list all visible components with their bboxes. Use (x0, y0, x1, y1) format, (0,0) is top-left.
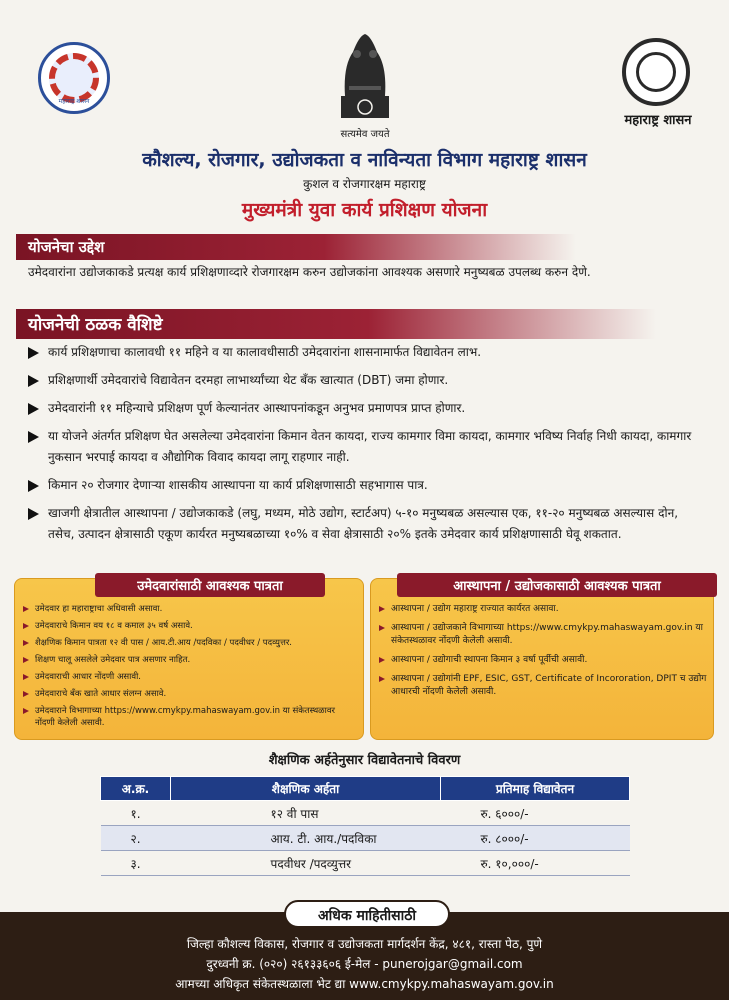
arrow-icon (23, 640, 29, 646)
footer-heading: अधिक माहितीसाठी (284, 900, 450, 928)
eligibility-item: उमेदवाराने विभागाच्या https://www.cmykpy.mahaswayam.gov.in या संकेतस्थळावर नोंदणी केलेली असावी. (23, 705, 357, 729)
candidate-eligibility-list (23, 603, 357, 734)
stipend-cell: रु. १०,०००/- (441, 851, 630, 876)
arrow-icon (379, 625, 385, 631)
arrow-icon (23, 623, 29, 629)
table-row (101, 826, 630, 851)
left-logo-caption: महाराष्ट्र शासन (58, 98, 90, 105)
seal-caption: महाराष्ट्र शासन (624, 113, 692, 128)
qualification-cell: पदवीधर /पदव्युत्तर (171, 851, 441, 876)
maharashtra-seal-icon (622, 38, 690, 106)
candidate-eligibility-box (14, 578, 364, 740)
eligibility-item: उमेदवार हा महाराष्ट्राचा अधिवासी असावा. (23, 603, 357, 615)
stipend-cell: रु. ६०००/- (441, 801, 630, 826)
arrow-icon (23, 708, 29, 714)
eligibility-item: उमेदवाराचे बँक खाते आधार संलग्न असावे. (23, 688, 357, 700)
table-row (101, 851, 630, 876)
features-list (26, 342, 706, 552)
establishment-eligibility-list (379, 603, 707, 705)
qualification-cell: १२ वी पास (171, 801, 441, 826)
stipend-table-title: शैक्षणिक अर्हतेनुसार विद्यावेतनाचे विवरण (268, 753, 461, 768)
skill-department-logo (38, 42, 110, 114)
column-header-serial: अ.क्र. (101, 777, 171, 801)
footer-contact: दुरध्वनी क्र. (०२०) २६१३३६०६ ई-मेल - punerojgar@gmail.com (206, 957, 523, 971)
feature-item: प्रशिक्षणार्थी उमेदवारांचे विद्यावेतन दरमहा लाभार्थ्यांच्या थेट बँक खात्यात (DBT) जमा होणार. (26, 370, 706, 391)
eligibility-item: शैक्षणिक किमान पात्रता १२ वी पास / आय.टी.आय /पदविका / पदवीधर / पदव्युत्तर. (23, 637, 357, 649)
eligibility-item: आस्थापना / उद्योगांनी EPF, ESIC, GST, Certificate of Incororation, DPIT च उद्योग आधारची नोंदणी केलेली असावी. (379, 673, 707, 699)
footer-website: आमच्या अधिकृत संकेतस्थळाला भेट द्या www.cmykpy.mahaswayam.gov.in (175, 977, 554, 991)
national-emblem-icon (331, 26, 399, 122)
objective-text: उमेदवारांना उद्योजकाकडे प्रत्यक्ष कार्य प्रशिक्षणाव्दारे रोजगारक्षम करुन उद्योजकांना आवश्यक असणारे मनुष्यबळ उपलब्ध करुन देणे. (28, 265, 591, 279)
column-header-stipend: प्रतिमाह विद्यावेतन (441, 777, 630, 801)
qualification-cell: आय. टी. आय./पदविका (171, 826, 441, 851)
eligibility-item: शिक्षण चालू असलेले उमेदवार पात्र असणार नाहित. (23, 654, 357, 666)
arrow-icon (28, 508, 39, 520)
emblem-caption: सत्यमेव जयते (340, 129, 390, 140)
department-title: कौशल्य, रोजगार, उद्योजकता व नाविन्यता विभाग महाराष्ट्र शासन (142, 149, 587, 171)
arrow-icon (23, 674, 29, 680)
serial-cell: ३. (101, 851, 171, 876)
establishment-eligibility-heading: आस्थापना / उद्योजकासाठी आवश्यक पात्रता (397, 573, 717, 597)
arrow-icon (379, 676, 385, 682)
serial-cell: २. (101, 826, 171, 851)
seal-inner-ring (636, 52, 676, 92)
feature-item: उमेदवारांनी ११ महिन्याचे प्रशिक्षण पूर्ण केल्यानंतर आस्थापनांकडून अनुभव प्रमाणपत्र प्राप्त होणार. (26, 398, 706, 419)
arrow-icon (28, 403, 39, 415)
eligibility-item: उमेदवाराचे किमान वय १८ व कमाल ३५ वर्ष असावे. (23, 620, 357, 632)
column-header-qualification: शैक्षणिक अर्हता (171, 777, 441, 801)
table-header-row (101, 777, 630, 801)
eligibility-item: आस्थापना / उद्योगाची स्थापना किमान ३ वर्षा पूर्वीची असावी. (379, 654, 707, 667)
objective-heading: योजनेचा उद्देश (16, 234, 576, 260)
feature-item: खाजगी क्षेत्रातील आस्थापना / उद्योजकाकडे (लघु, मध्यम, मोठे उद्योग, स्टार्टअप) ५-१० मनुष्यबळ असल्यास एक, ११-२० मनुष्यबळ असल्यास दोन, तसेच, उत्पादन क्षेत्रासाठी एकूण कार्यरत मनुष्यबळाच्या १०% व सेवा क्षेत्रासाठी २०% इतके उमेदवार कार्य प्रशिक्षणासाठी घेवू शकतात. (26, 503, 706, 545)
candidate-eligibility-heading: उमेदवारांसाठी आवश्यक पात्रता (95, 573, 325, 597)
footer-address: जिल्हा कौशल्य विकास, रोजगार व उद्योजकता मार्गदर्शन केंद्र, ४८१, रास्ता पेठ, पुणे (186, 937, 543, 951)
arrow-icon (23, 657, 29, 663)
gear-icon (49, 53, 99, 103)
arrow-icon (28, 431, 39, 443)
serial-cell: १. (101, 801, 171, 826)
arrow-icon (28, 375, 39, 387)
eligibility-item: आस्थापना / उद्योग महाराष्ट्र राज्यात कार्यरत असावा. (379, 603, 707, 616)
stipend-cell: रु. ८०००/- (441, 826, 630, 851)
arrow-icon (28, 347, 39, 359)
features-heading: योजनेची ठळक वैशिष्टे (16, 309, 656, 339)
table-row (101, 801, 630, 826)
scheme-title: मुख्यमंत्री युवा कार्य प्रशिक्षण योजना (241, 199, 488, 221)
establishment-eligibility-box (370, 578, 714, 740)
feature-item: कार्य प्रशिक्षणाचा कालावधी ११ महिने व या कालावधीसाठी उमेदवारांना शासनामार्फत विद्यावेतन लाभ. (26, 342, 706, 363)
eligibility-item: आस्थापना / उद्योजकाने विभागाच्या https://www.cmykpy.mahaswayam.gov.in या संकेतस्थळावर नोंदणी केलेली असावी. (379, 622, 707, 648)
arrow-icon (379, 606, 385, 612)
feature-item: किमान २० रोजगार देणाऱ्या शासकीय आस्थापना या कार्य प्रशिक्षणासाठी सहभागास पात्र. (26, 475, 706, 496)
arrow-icon (23, 691, 29, 697)
stipend-table (100, 776, 630, 876)
arrow-icon (23, 606, 29, 612)
eligibility-item: उमेदवाराची आधार नोंदणी असावी. (23, 671, 357, 683)
arrow-icon (28, 480, 39, 492)
feature-item: या योजने अंतर्गत प्रशिक्षण घेत असलेल्या उमेदवारांना किमान वेतन कायदा, राज्य कामगार विमा कायदा, कामगार भविष्य निर्वाह निधी कायदा, कामगार नुकसान भरपाई कायदा व औद्योगिक विवाद कायदा लागू राहणार नाही. (26, 426, 706, 468)
arrow-icon (379, 657, 385, 663)
department-subtitle: कुशल व रोजगारक्षम महाराष्ट्र (303, 177, 426, 191)
